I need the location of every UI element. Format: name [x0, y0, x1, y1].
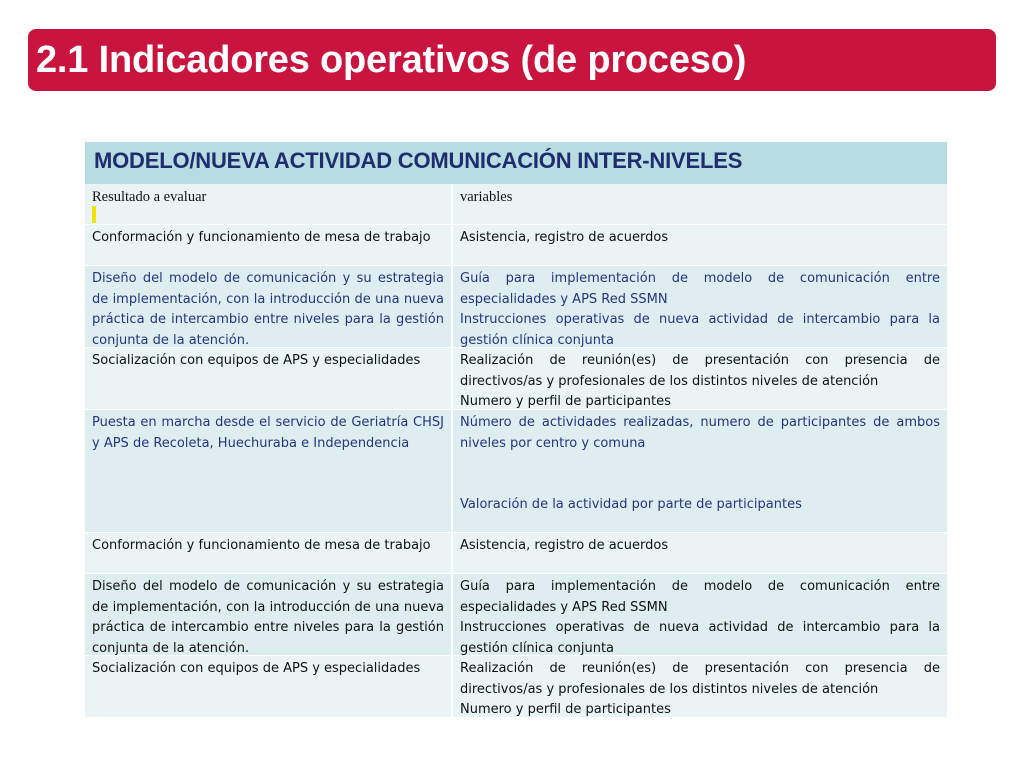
- table-row: [85, 574, 947, 656]
- column-header-result: Resultado a evaluar: [85, 184, 453, 224]
- table-row: [85, 266, 947, 348]
- variable-text: Asistencia, registro de acuerdos: [460, 538, 669, 553]
- slide-title-bar: [28, 29, 996, 91]
- variable-text: Instrucciones operativas de nueva actividad de intercambio para la gestión clínica conjunta: [460, 312, 940, 348]
- table-row: [85, 533, 947, 574]
- yellow-marker: [92, 206, 96, 223]
- result-cell: Diseño del modelo de comunicación y su estrategia de implementación, con la introducción de una nueva práctica de intercambio entre niveles para la gestión conjunta de la atención.: [85, 266, 453, 347]
- variables-cell: [453, 225, 947, 265]
- variable-text: Realización de reunión(es) de presentación con presencia de directivos/as y profesionales de los distintos niveles de atención: [460, 661, 940, 697]
- result-cell: Socialización con equipos de APS y especialidades: [85, 656, 453, 717]
- result-cell: Socialización con equipos de APS y especialidades: [85, 348, 453, 409]
- variable-text: Valoración de la actividad por parte de participantes: [460, 497, 802, 512]
- table-row: [85, 225, 947, 266]
- table-row: [85, 410, 947, 533]
- table-column-headers: [85, 184, 947, 225]
- variables-cell: [453, 410, 947, 532]
- variables-cell: [453, 656, 947, 717]
- variable-text: Asistencia, registro de acuerdos: [460, 230, 669, 245]
- variables-cell: [453, 266, 947, 347]
- column-header-variables: variables: [453, 184, 947, 224]
- variable-text: Guía para implementación de modelo de comunicación entre especialidades y APS Red SSMN: [460, 579, 940, 615]
- variables-cell: [453, 348, 947, 409]
- table-header: MODELO/NUEVA ACTIVIDAD COMUNICACIÓN INTER-NIVELES: [85, 142, 947, 184]
- table-row: [85, 348, 947, 410]
- variable-text: Instrucciones operativas de nueva actividad de intercambio para la gestión clínica conjunta: [460, 620, 940, 656]
- variable-text: Realización de reunión(es) de presentación con presencia de directivos/as y profesionales de los distintos niveles de atención: [460, 353, 940, 389]
- variable-text: Guía para implementación de modelo de comunicación entre especialidades y APS Red SSMN: [460, 271, 940, 307]
- table-row: [85, 656, 947, 718]
- result-cell: Puesta en marcha desde el servicio de Geriatría CHSJ y APS de Recoleta, Huechuraba e Independencia: [85, 410, 453, 532]
- result-cell: Conformación y funcionamiento de mesa de trabajo: [85, 225, 453, 265]
- variable-text: Numero y perfil de participantes: [460, 394, 671, 409]
- variables-cell: [453, 533, 947, 573]
- result-cell: Diseño del modelo de comunicación y su estrategia de implementación, con la introducción de una nueva práctica de intercambio entre niveles para la gestión conjunta de la atención.: [85, 574, 453, 655]
- variables-cell: [453, 574, 947, 655]
- spacer: [460, 454, 940, 495]
- slide-title: 2.1 Indicadores operativos (de proceso): [36, 39, 747, 81]
- variable-text: Numero y perfil de participantes: [460, 702, 671, 717]
- indicators-table: [85, 142, 947, 718]
- variable-text: Número de actividades realizadas, numero de participantes de ambos niveles por centro y comuna: [460, 415, 940, 451]
- result-cell: Conformación y funcionamiento de mesa de trabajo: [85, 533, 453, 573]
